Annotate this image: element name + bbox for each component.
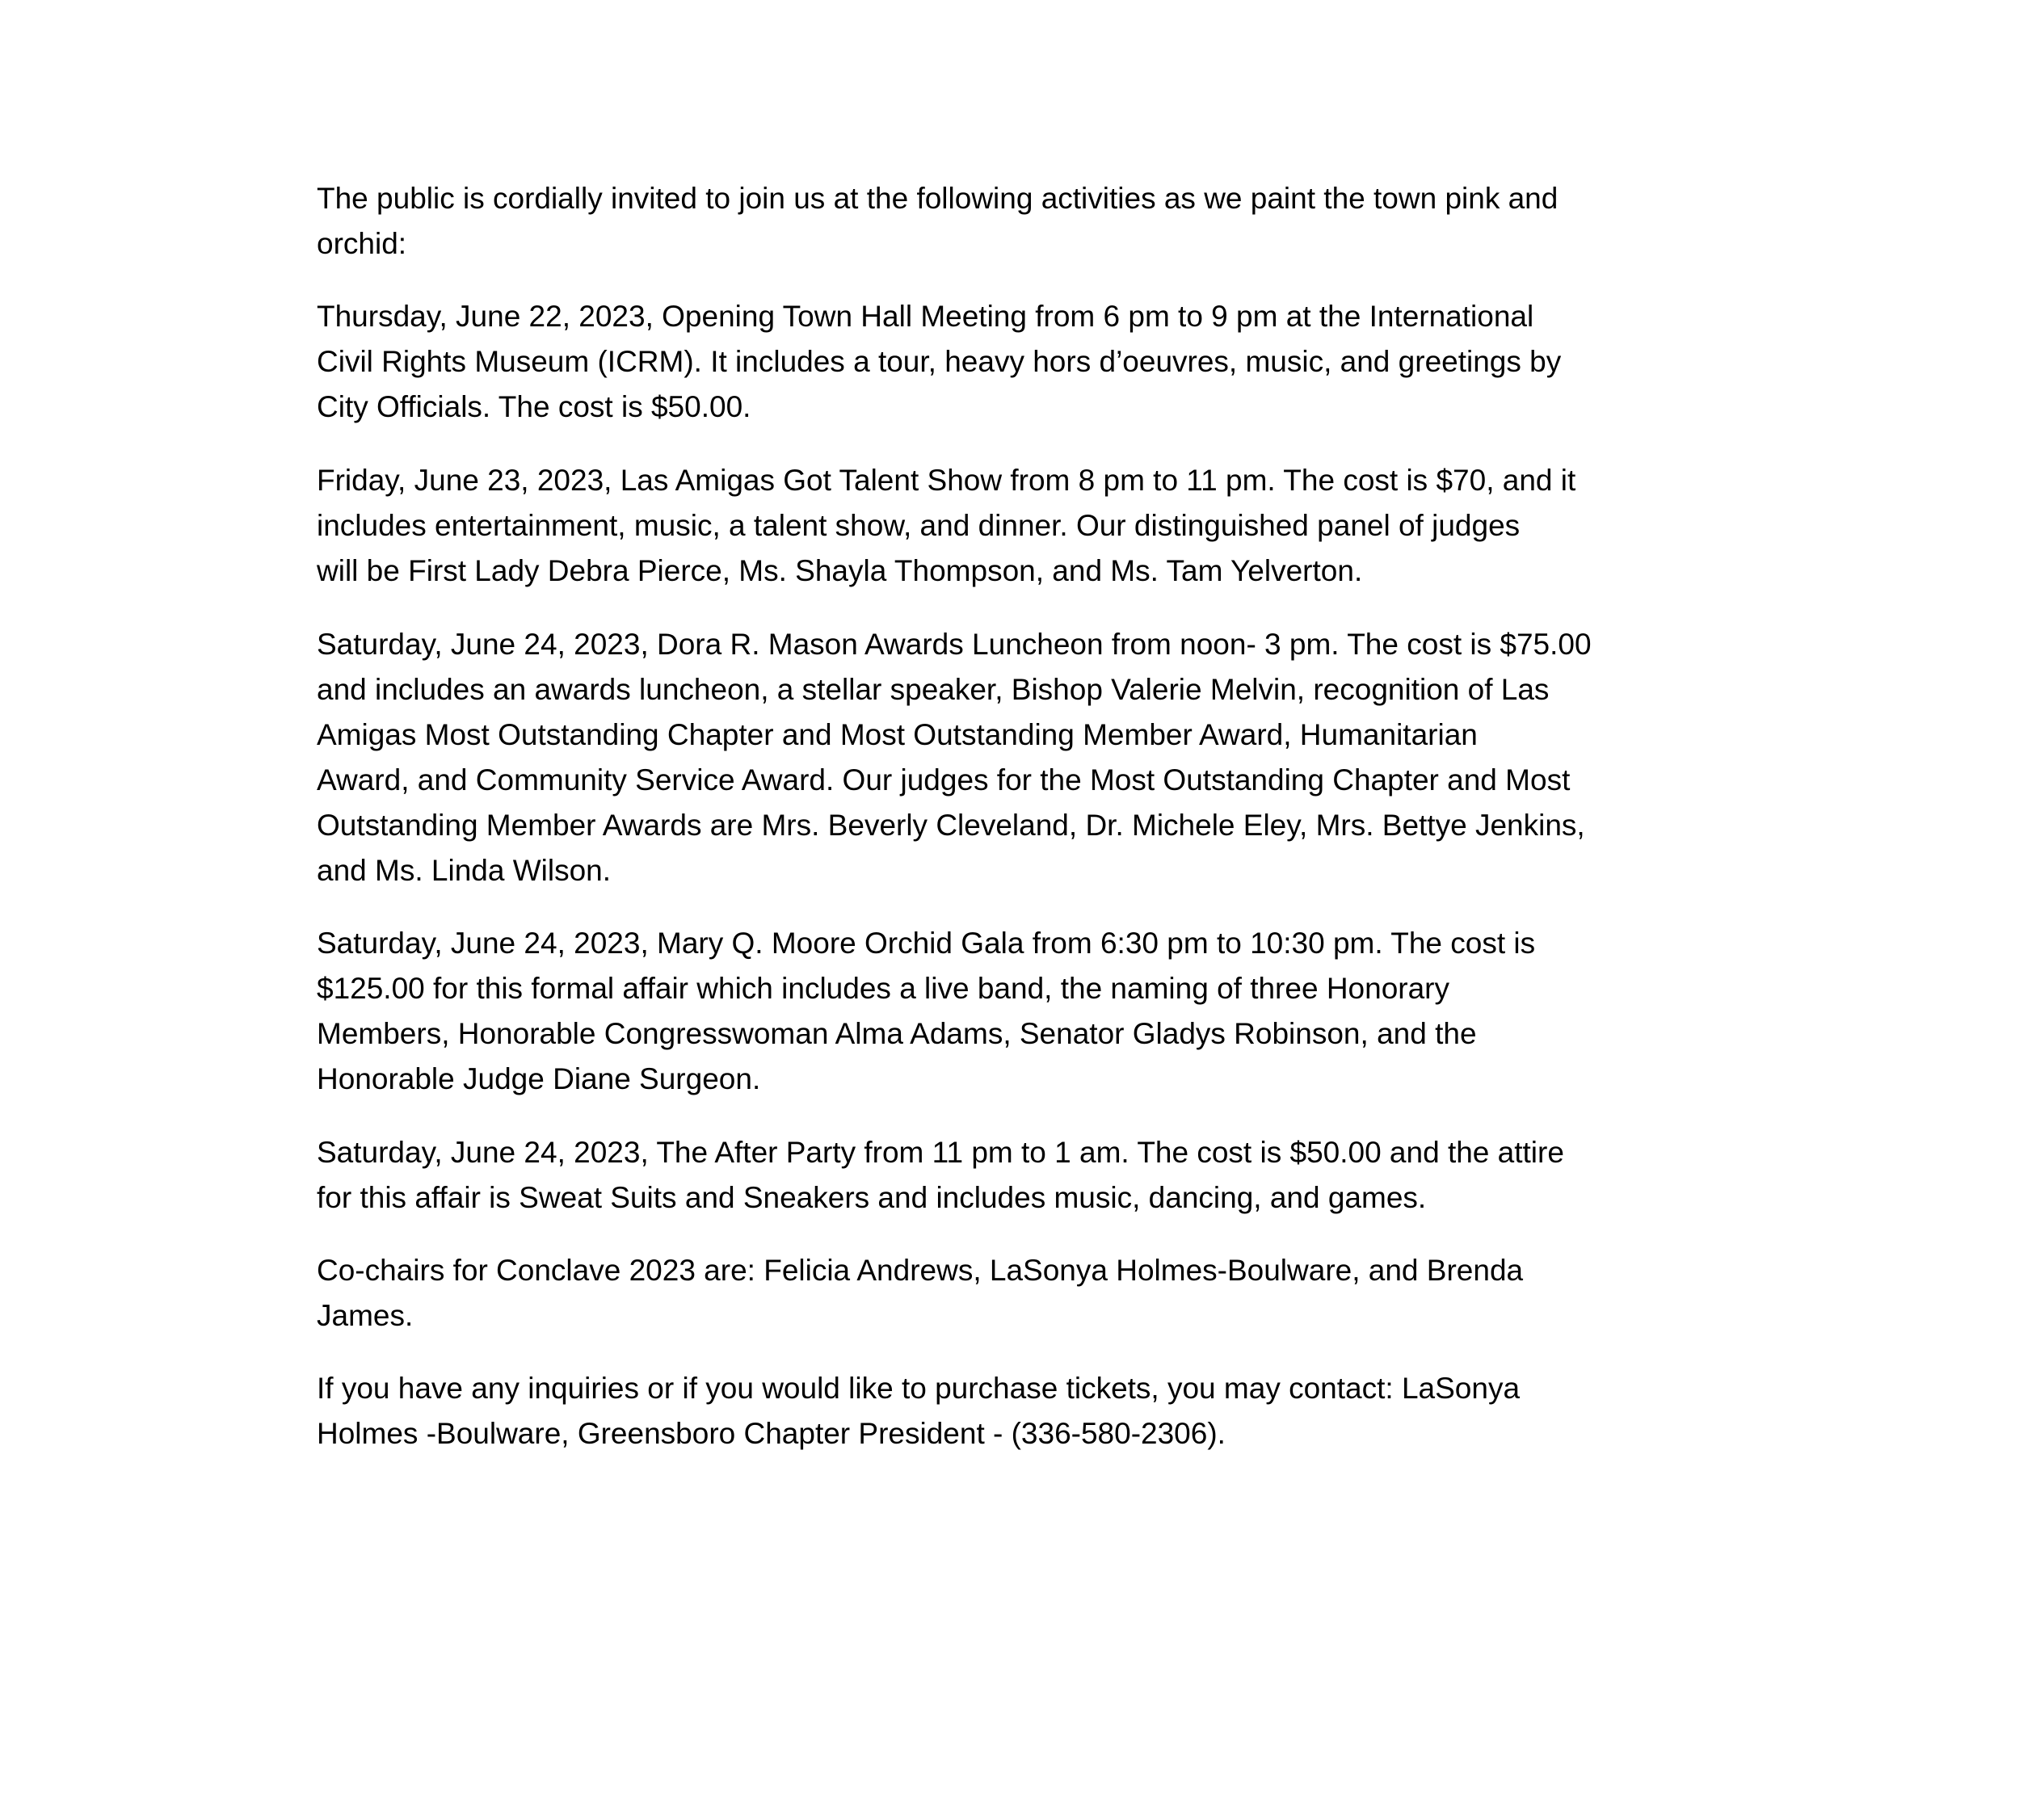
paragraph-line: Award, and Community Service Award. Our judges for the Most Outstanding Chapter and Most (317, 763, 1571, 797)
paragraph-line: $125.00 for this formal affair which includes a live band, the naming of three Honorary (317, 972, 1449, 1005)
paragraph-line: will be First Lady Debra Pierce, Ms. Shayla Thompson, and Ms. Tam Yelverton. (317, 554, 1363, 587)
paragraph-line: Saturday, June 24, 2023, Mary Q. Moore Orchid Gala from 6:30 pm to 10:30 pm. The cost is (317, 927, 1536, 960)
paragraph-line: Saturday, June 24, 2023, The After Party from 11 pm to 1 am. The cost is $50.00 and the attire (317, 1136, 1564, 1169)
paragraph-line: Saturday, June 24, 2023, Dora R. Mason Awards Luncheon from noon- 3 pm. The cost is $75.00 (317, 628, 1592, 661)
paragraph-line: Outstanding Member Awards are Mrs. Beverly Cleveland, Dr. Michele Eley, Mrs. Bettye Jenkins, (317, 809, 1585, 842)
paragraph-line: orchid: (317, 227, 407, 260)
paragraph-line: If you have any inquiries or if you would like to purchase tickets, you may contact: LaSonya (317, 1372, 1521, 1405)
paragraph-line: and Ms. Linda Wilson. (317, 854, 612, 887)
paragraph-line: Members, Honorable Congresswoman Alma Adams, Senator Gladys Robinson, and the (317, 1017, 1477, 1050)
paragraph-line: The public is cordially invited to join us at the following activities as we paint the town pink and (317, 182, 1559, 215)
paragraph-line: includes entertainment, music, a talent show, and dinner. Our distinguished panel of judges (317, 509, 1521, 542)
paragraph-line: and includes an awards luncheon, a stellar speaker, Bishop Valerie Melvin, recognition of Las (317, 673, 1550, 706)
paragraph-line: for this affair is Sweat Suits and Sneakers and includes music, dancing, and games. (317, 1181, 1427, 1214)
paragraph-line: City Officials. The cost is $50.00. (317, 390, 751, 423)
paragraph-line: Honorable Judge Diane Surgeon. (317, 1062, 761, 1095)
paragraph-line: Thursday, June 22, 2023, Opening Town Hall Meeting from 6 pm to 9 pm at the International (317, 300, 1534, 333)
paragraph-line: Friday, June 23, 2023, Las Amigas Got Talent Show from 8 pm to 11 pm. The cost is $70, and it (317, 464, 1576, 497)
paragraph-line: Amigas Most Outstanding Chapter and Most Outstanding Member Award, Humanitarian (317, 718, 1478, 751)
paragraph-line: Civil Rights Museum (ICRM). It includes a tour, heavy hors d’oeuvres, music, and greetings by (317, 345, 1562, 378)
paragraph-line: Co-chairs for Conclave 2023 are: Felicia Andrews, LaSonya Holmes-Boulware, and Brenda (317, 1254, 1524, 1287)
paragraph-line: Holmes -Boulware, Greensboro Chapter President - (336-580-2306). (317, 1417, 1226, 1450)
paragraph-line: James. (317, 1299, 414, 1332)
